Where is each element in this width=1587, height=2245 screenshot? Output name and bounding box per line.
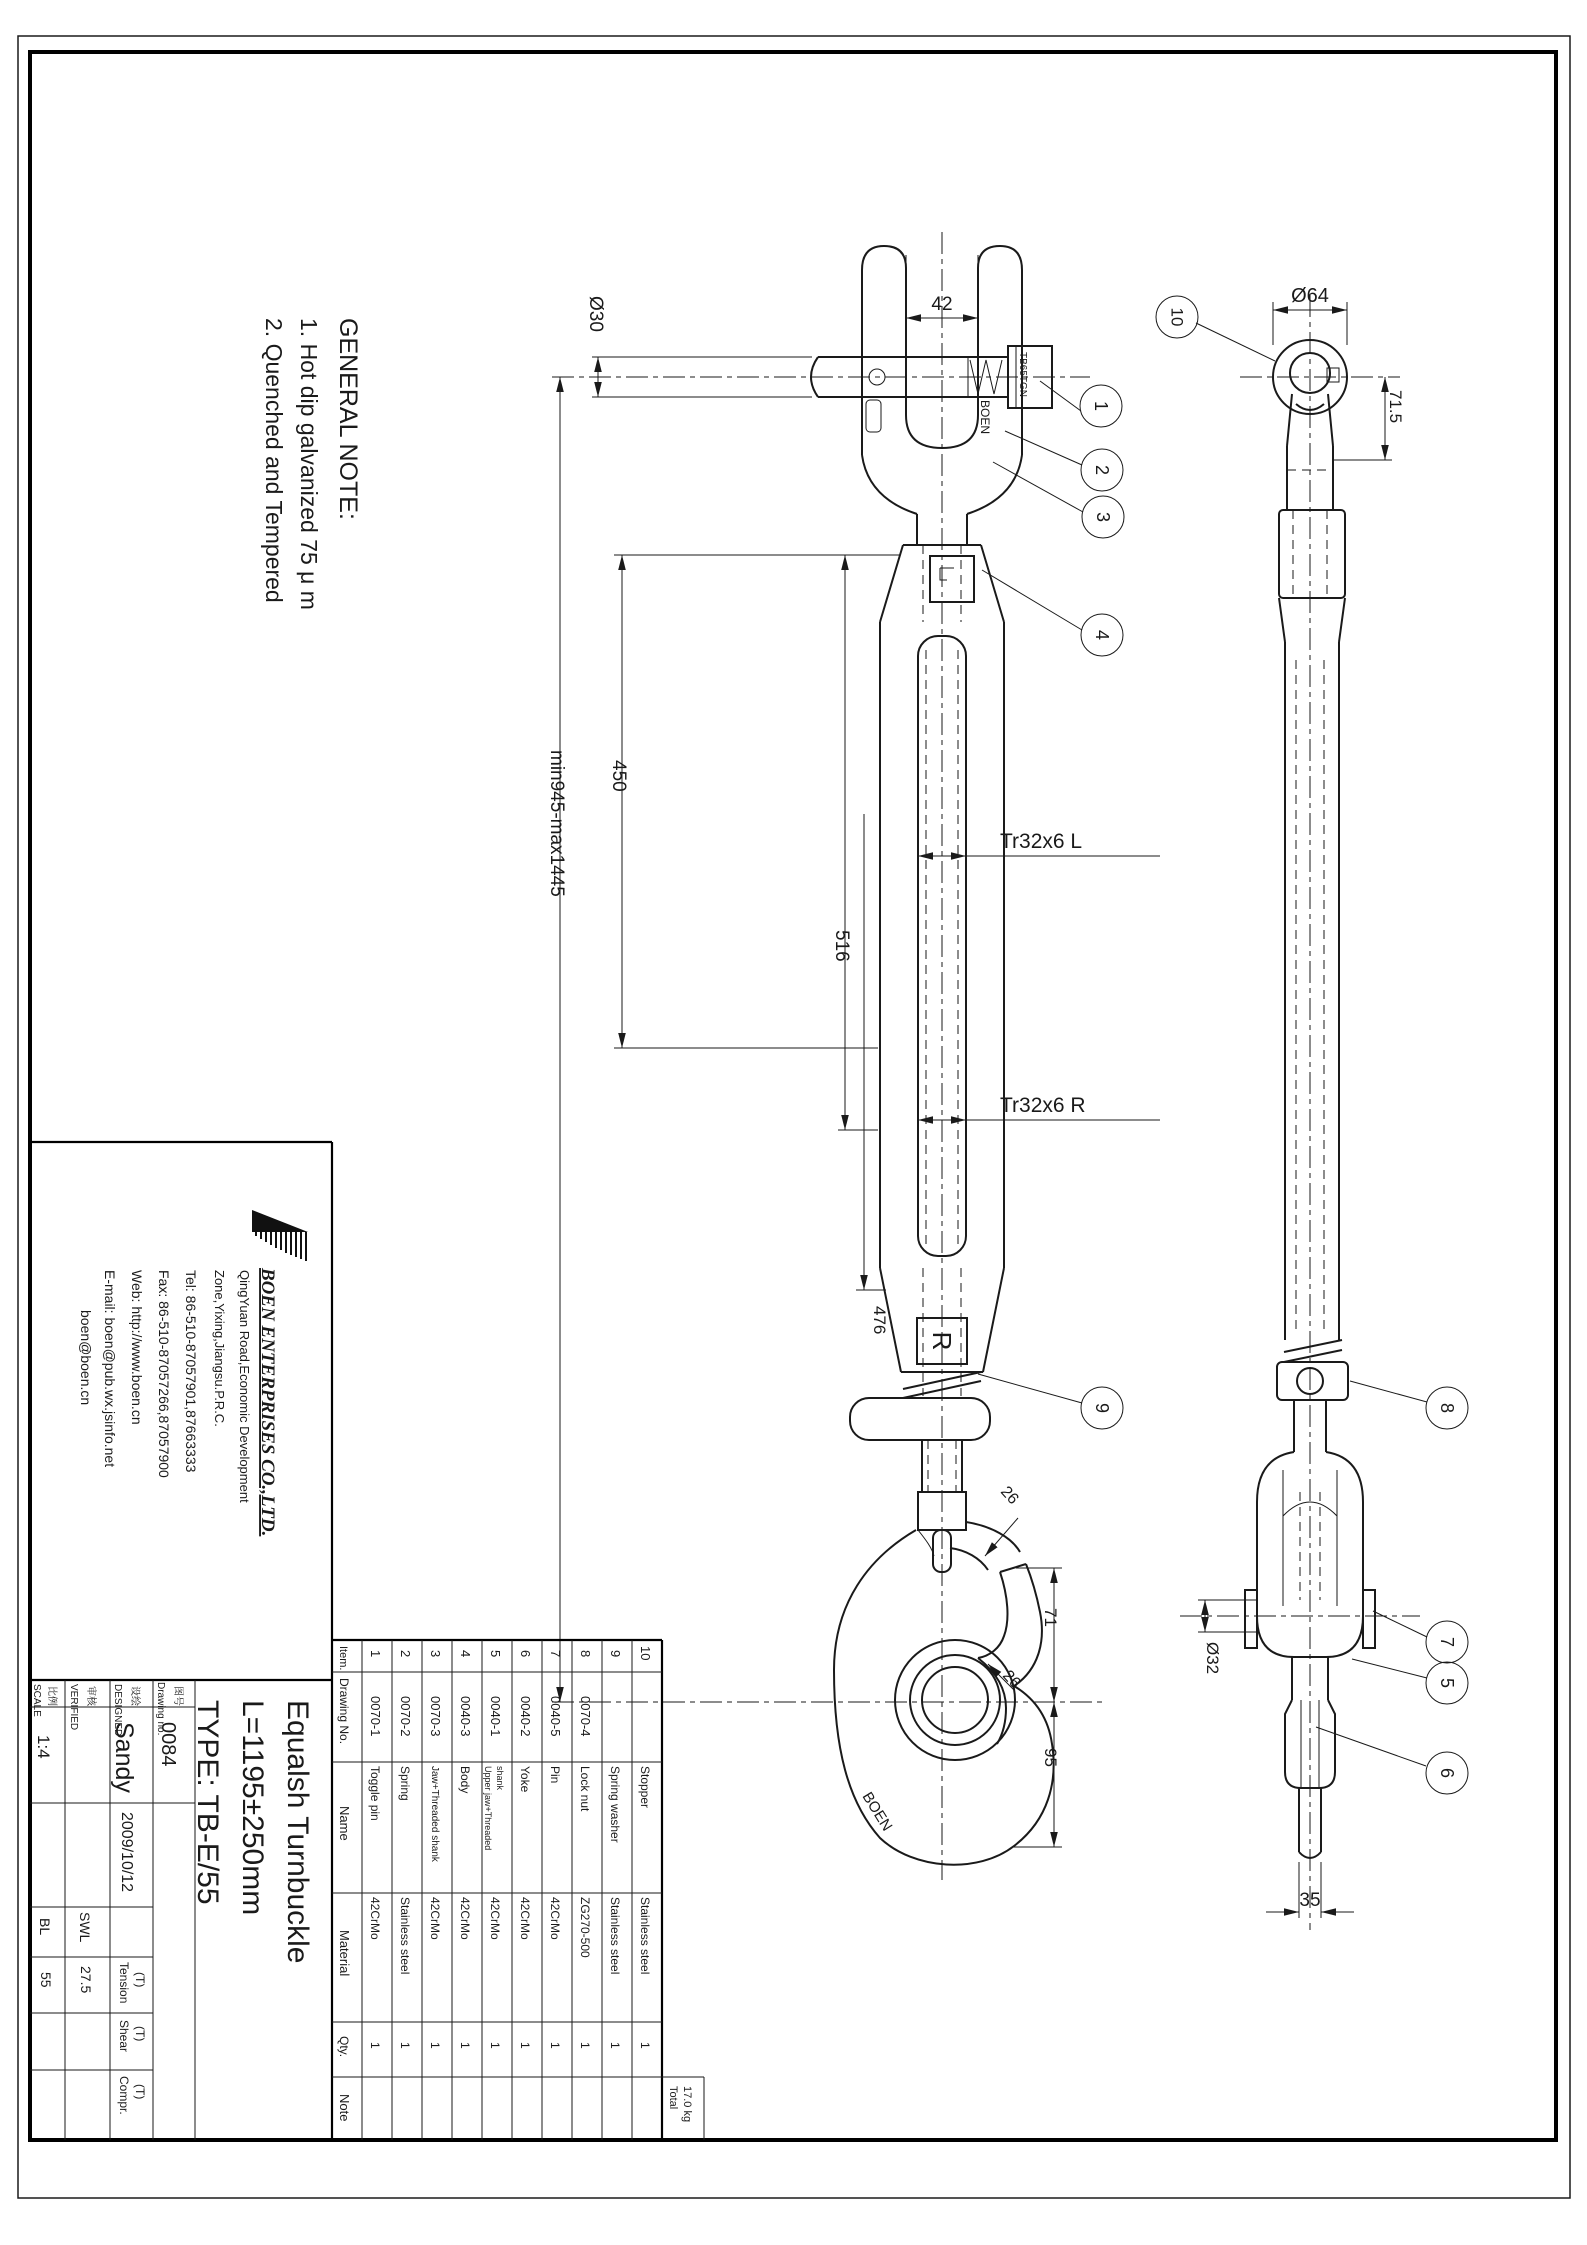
balloon-callouts-side [1156, 296, 1468, 1794]
value-bl: 55 [38, 1972, 54, 1988]
value-drawing-no: 0084 [157, 1722, 179, 1767]
cell-item: 7 [548, 1650, 563, 1658]
pin-stamp: TB65TGN [1017, 352, 1028, 398]
cell-item: 8 [578, 1650, 593, 1658]
balloon-4: 4 [1092, 629, 1112, 641]
label-compr-t: (T) [133, 2084, 147, 2100]
cell-qty: 1 [428, 2042, 442, 2049]
cell-drawing-no: 0040-2 [518, 1696, 533, 1737]
dim-overall-length: min945-max1445 [546, 750, 567, 897]
balloon-7: 7 [1437, 1636, 1457, 1648]
cell-item: 4 [458, 1650, 473, 1658]
label-swl: SWL [77, 1912, 93, 1943]
parts-header-drawing-no: Drawing No. [337, 1678, 351, 1745]
cell-material: Stainless steel [608, 1897, 622, 1975]
label-shear: Shear [117, 2020, 131, 2053]
cell-qty: 1 [488, 2042, 502, 2049]
company-block [30, 1142, 332, 2140]
dim-26-lower: 26 [999, 1667, 1024, 1692]
cell-drawing-no: 0040-5 [548, 1696, 563, 1737]
parts-header-name: Name [337, 1806, 352, 1841]
label-tension: Tension [117, 1962, 131, 2004]
cell-name: Stopper [638, 1766, 652, 1809]
cell-item: 9 [608, 1650, 623, 1658]
cell-drawing-no: 0040-3 [458, 1696, 473, 1737]
label-drawing-no-cn: 图号 [172, 1686, 183, 1706]
cell-drawing-no: 0070-1 [368, 1696, 383, 1737]
cell-qty: 1 [578, 2042, 592, 2049]
hook-stamp: BOEN [858, 1789, 896, 1835]
balloon-10: 10 [1167, 307, 1187, 327]
label-bl: BL [37, 1918, 53, 1936]
label-verified-cn: 审核 [85, 1686, 96, 1706]
parts-row-2 [398, 1650, 413, 2049]
cell-qty: 1 [398, 2042, 412, 2049]
cell-qty: 1 [638, 2042, 652, 2049]
label-scale-cn: 比例 [46, 1686, 57, 1706]
parts-table [332, 1640, 704, 2140]
dim-71-5: 71.5 [1386, 390, 1405, 424]
dim-thread-left: Tr32x6 L [1000, 830, 1083, 853]
cell-item: 5 [488, 1650, 503, 1658]
dim-450: 450 [608, 760, 629, 792]
cell-material: 42CrMo [368, 1897, 382, 1940]
label-tension-t: (T) [133, 1972, 147, 1988]
cell-name: Upper jaw+Threaded [483, 1766, 493, 1851]
parts-row-4 [458, 1650, 473, 2049]
cell-name: Spring washer [608, 1766, 622, 1843]
eye-end [1273, 340, 1347, 446]
cell-drawing-no: 0070-3 [428, 1696, 443, 1737]
cell-drawing-no: 0070-2 [398, 1696, 413, 1737]
cell-item: 6 [518, 1650, 533, 1658]
dim-95: 95 [1041, 1748, 1060, 1767]
dim-jaw-width: 42 [931, 294, 953, 315]
cell-name: Jaw+Threaded shank [429, 1766, 440, 1862]
label-designed: DESIGNED [112, 1684, 123, 1737]
dim-516: 516 [831, 930, 852, 962]
label-compr: Compr. [117, 2076, 131, 2115]
note-line-2: 2. Quenched and Tempered [261, 318, 287, 603]
balloon-9: 9 [1092, 1402, 1112, 1414]
view-side-turnbuckle [1156, 285, 1468, 1930]
company-web: Web: http://www.boen.cn [129, 1270, 145, 1425]
label-shear-t: (T) [133, 2026, 147, 2042]
title-block [30, 1680, 332, 2140]
parts-header-item: Item. [337, 1646, 349, 1671]
balloon-6: 6 [1437, 1767, 1457, 1779]
cell-name: Yoke [518, 1766, 532, 1793]
dim-thread-right: Tr32x6 R [1000, 1094, 1086, 1117]
cell-drawing-no: 0070-4 [578, 1696, 593, 1737]
side-shank [1279, 446, 1345, 1340]
cell-material: 42CrMo [458, 1897, 472, 1940]
clevis-stamp: BOEN [978, 400, 992, 435]
cell-drawing-no: 0040-1 [488, 1696, 503, 1737]
company-email-2: boen@boen.cn [78, 1310, 94, 1406]
company-tel: Tel: 86-510-87057901,87663333 [183, 1270, 199, 1473]
right-thread-stamp: R [927, 1331, 957, 1351]
cell-qty: 1 [518, 2042, 532, 2049]
dim-pin-diameter: Ø30 [585, 296, 606, 332]
dim-35: 35 [1299, 1890, 1321, 1911]
label-designed-cn: 设绘 [129, 1686, 140, 1706]
general-notes [261, 318, 362, 610]
cell-material: 42CrMo [548, 1897, 562, 1940]
cell-qty: 1 [368, 2042, 382, 2049]
balloon-3: 3 [1093, 511, 1113, 523]
parts-row-7 [548, 1650, 563, 2049]
parts-row-8 [578, 1650, 593, 2049]
parts-header-note: Note [337, 2094, 352, 2122]
dim-476: 476 [870, 1306, 889, 1335]
dimensions-side [1198, 285, 1405, 1918]
value-design-date: 2009/10/12 [118, 1812, 135, 1893]
cell-material: ZG270-500 [578, 1897, 592, 1958]
drawing-title-line-3: TYPE: TB-E/55 [191, 1700, 224, 1905]
parts-row-5 [483, 1650, 505, 2049]
cell-qty: 1 [548, 2042, 562, 2049]
cell-qty: 1 [608, 2042, 622, 2049]
grab-hook [834, 1522, 1054, 1865]
company-address-1: QingYuan Road,Economic Development [237, 1270, 252, 1503]
spring-washer-and-nut [850, 1372, 990, 1530]
parts-row-6 [518, 1650, 533, 2049]
balloon-callouts-front [978, 381, 1124, 1429]
view-front-turnbuckle [546, 232, 1160, 1880]
dim-pin-32: Ø32 [1203, 1642, 1222, 1675]
cell-item: 1 [368, 1650, 383, 1658]
cell-material: 42CrMo [518, 1897, 532, 1940]
cell-name: Toggle pin [368, 1766, 382, 1821]
cell-name: Pin [548, 1766, 562, 1784]
balloon-2: 2 [1092, 464, 1112, 476]
company-logo [252, 1210, 308, 1261]
label-scale: SCALE [31, 1684, 42, 1717]
note-line-1: 1. Hot dip galvanized 75 μ m [296, 318, 322, 610]
parts-header-qty: Qty. [337, 2036, 351, 2058]
balloon-8: 8 [1437, 1402, 1457, 1414]
company-name: BOEN ENTERPRISES CO.,LTD. [257, 1268, 278, 1537]
parts-row-3 [428, 1650, 443, 2049]
parts-row-10 [638, 1646, 653, 2049]
company-address-2: Zone,Yixing,Jiangsu.P.R.C. [212, 1270, 227, 1427]
cell-material: 42CrMo [428, 1897, 442, 1940]
cell-item: 2 [398, 1650, 413, 1658]
cell-material: Stainless steel [398, 1897, 412, 1975]
cell-name: Spring [398, 1766, 412, 1801]
parts-row-1 [368, 1650, 383, 2049]
dim-26-upper: 26 [997, 1483, 1022, 1508]
cell-material: 42CrMo [488, 1897, 502, 1940]
cell-name-2: shank [495, 1766, 505, 1791]
parts-header-material: Material [337, 1930, 352, 1977]
balloon-5: 5 [1437, 1677, 1457, 1689]
total-value: 17.0 kg [681, 2086, 693, 2123]
cell-name: Lock nut [578, 1766, 592, 1812]
parts-row-9 [608, 1650, 623, 2049]
cell-item: 3 [428, 1650, 443, 1658]
label-drawing-no: Drawing no. [155, 1682, 166, 1736]
dimensions-front [546, 255, 1160, 1847]
drawing-title-line-2: L=1195±250mm [236, 1700, 269, 1916]
toggle-pin [811, 346, 1052, 435]
side-nut [1277, 1340, 1348, 1452]
label-verified: VERIFIED [68, 1684, 79, 1731]
balloon-1: 1 [1091, 400, 1111, 412]
cell-material: Stainless steel [638, 1897, 652, 1975]
cell-name: Body [458, 1766, 472, 1794]
total-label: Total [667, 2086, 679, 2110]
note-title: GENERAL NOTE: [334, 318, 362, 520]
value-designer: Sandy [110, 1722, 138, 1793]
value-scale: 1:4 [34, 1735, 53, 1759]
value-swl: 27.5 [78, 1966, 94, 1994]
cell-qty: 1 [458, 2042, 472, 2049]
company-email: E-mail: boen@pub.wx.jsinfo.net [102, 1270, 118, 1468]
dim-71: 71 [1041, 1608, 1060, 1627]
cell-item: 10 [638, 1646, 653, 1661]
company-fax: Fax: 86-510-87057266,87057900 [156, 1270, 172, 1478]
dim-eye-diameter: Ø64 [1291, 285, 1329, 307]
drawing-title-line-1: Equalsh Turnbuckle [281, 1700, 314, 1964]
